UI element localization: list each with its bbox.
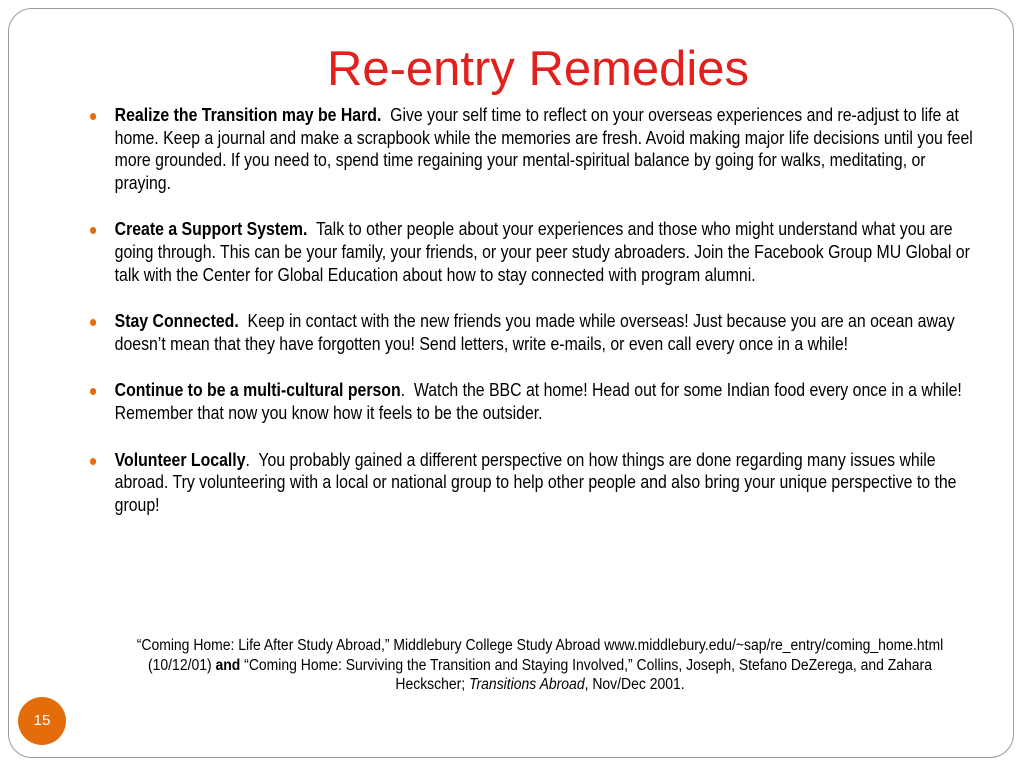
bullet-lead-punct [307,219,316,239]
bullet-lead: Volunteer Locally [114,449,246,470]
bullet-item [90,218,974,286]
bullet-item [90,310,974,355]
bullet-lead-punct: . [400,380,414,401]
bullet-item [90,104,974,194]
bullet-lead: Create a Support System. [114,219,308,240]
bullet-dot-icon [90,113,96,120]
citation-part2: “Coming Home: Surviving the Transition and Staying Involved,” Collins, Joseph, Stefano DeZerega, and Zahara Heckscher; [240,656,932,693]
bullet-body: Watch the BBC at home! Head out for some Indian food every once in a while! Remember that now you know how it feels to be the outsider. [114,380,962,423]
bullet-dot-icon [90,388,96,395]
page-number-badge: 15 [18,697,66,745]
bullet-body: Talk to other people about your experiences and those who might understand what you are going through. This can be your family, your friends, or your peer study abroaders. Join the Facebook Group MU Global or talk with the Center for Global Education about how to stay connected with program alumni. [114,219,970,285]
bullet-lead-punct: . [245,449,259,470]
bullet-dot-icon [90,458,96,465]
bullet-lead: Stay Connected. [114,311,239,332]
citation-and: and [215,656,241,674]
citation-part3: , Nov/Dec 2001. [584,676,685,693]
bullet-body: Keep in contact with the new friends you made while overseas! Just because you are an ocean away doesn’t mean that they have forgotten you! Send letters, write e-mails, or even call every once in a while! [114,311,955,354]
bullet-lead: Realize the Transition may be Hard. [114,105,382,125]
bullet-item [90,379,974,424]
slide-title: Re-entry Remedies [326,42,750,96]
bullet-body: Give your self time to reflect on your overseas experiences and re-adjust to life at home. Keep a journal and make a scrapbook while the memories are fresh. Avoid making major life decisions until you feel more grounded. If you need to, spend time regaining your mental-spiritual balance by going for walks, meditating, or praying. [114,105,973,193]
citation [117,636,963,695]
bullet-list [90,104,973,540]
bullet-lead-punct [381,105,390,125]
bullet-item [90,449,974,517]
bullet-dot-icon [90,319,96,326]
bullet-dot-icon [90,227,96,234]
bullet-body: You probably gained a different perspective on how things are done regarding many issues while abroad. Try volunteering with a local or national group to help other people and also bring your unique perspective to the group! [114,449,957,515]
citation-part1: “Coming Home: Life After Study Abroad,” Middlebury College Study Abroad www.middlebury.edu/~sap/re_entry/coming_home.html (10/12/01) [136,637,944,674]
bullet-lead: Continue to be a multi-cultural person [114,380,401,401]
citation-journal: Transitions Abroad [469,676,585,693]
bullet-lead-punct [239,311,248,331]
